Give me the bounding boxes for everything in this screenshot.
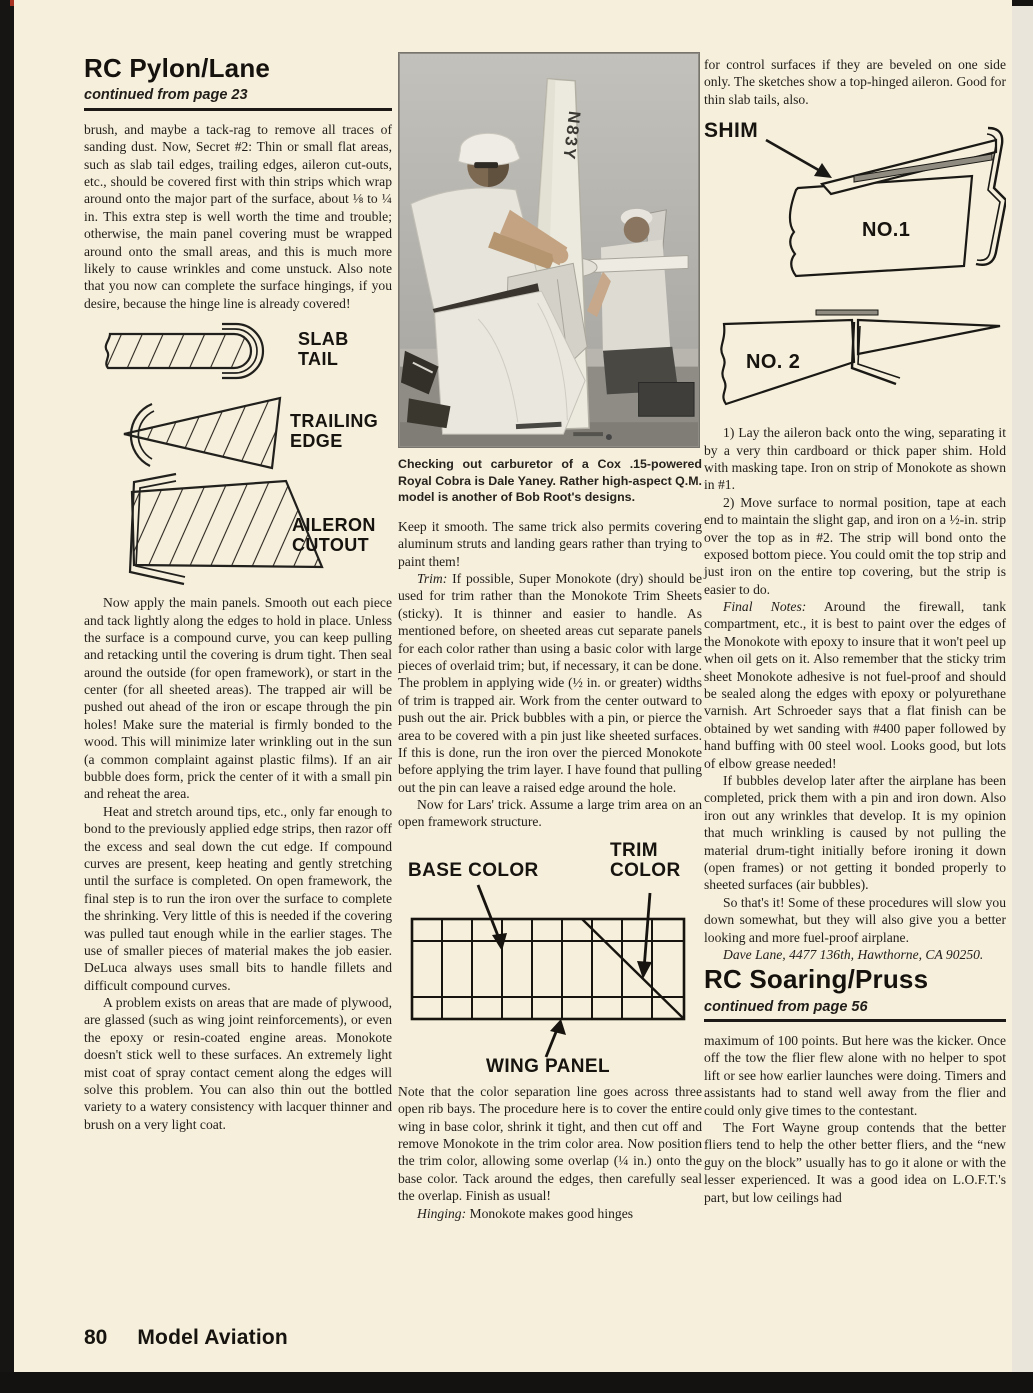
wing-registration-text: N83Y [559,110,585,163]
final-notes-lead: Final Notes: [723,599,807,615]
body-paragraph: Keep it smooth. The same trick also permits covering aluminum struts and landing gears rather than trying to paint them! [398,518,702,569]
trailing-edge-label: TRAILING EDGE [290,411,379,451]
right-column [704,0,1006,1206]
body-paragraph: The Fort Wayne group contends that the better fliers tend to help the other better fliers, and the “new guy on the block” usually has to go it alone or with the lesser experienced. It was a good idea on L.O.F.T.'s part, but low ceilings had [704,1120,1006,1205]
trim-color-label: TRIM COLOR [610,839,681,882]
body-paragraph: Now apply the main panels. Smooth out each piece and tack lightly along the edges to hold in place. Unless the surface is a compound curve, you can keep pulling and retacking until the covering is drum tight. Then seal around the outside (for open framework), or start in the center (for all sheeted areas). The trapped air will be pushed out ahead of the iron or escape through the pin holes! Make sure the material is firmly bonded to the wood. This will minimize later wrinkling out in the sun (a common complaint against plastic films). If an air bubble does form, prick the center of it with a small pin and reheat the area. [84,595,392,802]
page-footer [84,1326,288,1350]
page-edge-right [1012,6,1033,1372]
page-number: 80 [84,1326,108,1349]
body-paragraph: So that's it! Some of these procedures will slow you down somewhat, but they will also give you a better looking and more fuel-proof airplane. [704,894,1006,945]
body-paragraph: If bubbles develop later after the airplane has been completed, prick them with a pin and iron down. Also iron out any wrinkles that develop. It is my opinion that much wrinkling is caused by not pulling the material drum-tight initially before ironing it down (open frames) or not getting it bonded properly to sheeted surfaces (air bubbles). [704,772,1006,893]
slab-tail-label: SLAB TAIL [298,329,349,369]
trailing-edge-drawing [124,398,280,468]
wing-panel-diagram [398,841,702,1079]
author-address: Dave Lane, 4477 136th, Hawthorne, CA 90250. [723,946,984,962]
final-notes-rest: Around the firewall, tank compartment, etc., it is best to paint over the edges of the Monokote with epoxy to insure that it won't peel up when oil gets on it. Also remember that the sticky trim sheet Monokote adhesive is not fuel-proof and should be sealed along the edges with epoxy or polyurethane varnish. Art Schroeder says that a flat finish can be obtained by wet sanding with #400 paper followed by hand buffing with 00 steel wool. Looks good, but lots of elbow grease needed! [704,599,1007,771]
no1-label: NO.1 [862,219,911,242]
heading-rule [704,1019,1006,1022]
step-paragraph: 1) Lay the aileron back onto the wing, separating it by a very thin cardboard or thick paper shim. Hold with masking tape. Iron on strip of Monokote as shown in #1. [704,425,1006,493]
step-paragraph: 2) Move surface to normal position, tape at each end to maintain the slight gap, and iron on a ½-in. strip over the top as in #2. The strip will bond onto the exposed bottom piece. You could omit the top strip and just iron on the entire top covering, but the strip is easier to do. [704,494,1006,597]
body-paragraph: A problem exists on areas that are made of plywood, are glassed (such as wing joint reinforcements), or even the epoxy or resin-coated engine areas. Monokote doesn't stick well to these surfaces. An extremely light mist coat of spray contact cement along the edges will solve this problem. You can also thin out the bottled variety to a watery consistency with lacquer thinner and brush on a very light coat. [84,995,392,1132]
shim-label: SHIM [704,119,759,143]
hinging-paragraph [398,1205,702,1222]
heading-rule [84,108,392,111]
left-column [84,0,392,1133]
base-color-label: BASE COLOR [408,859,539,881]
final-notes-paragraph [704,598,1006,772]
magazine-title: Model Aviation [137,1326,288,1349]
hinging-lead: Hinging: [417,1205,467,1221]
slab-tail-drawing [106,324,263,378]
photo-caption: Checking out carburetor of a Cox .15-powered Royal Cobra is Dale Yaney. Rather high-aspect Q.M. model is another of Bob Root's designs. [398,457,702,505]
body-paragraph: Note that the color separation line goes across three open rib bays. The procedure here is to cover the entire wing in base color, shrink it tight, and then cut off and remove Monokote in the trim color area. Now position the trim color, allowing some overlap (¼ in.) onto the base color. Tack around the edges, then carefully seal the overlap. Finish as usual! [398,1083,702,1204]
trim-rest: If possible, Super Monokote (dry) should be used for trim rather than the Monokote Trim Sheets (sticky). It is thinner and easier to handle. As mentioned before, on sheeted areas cut separate panels for each color rather than using a basic color with large pieces of overlaid trim; but, if necessary, it can be done. The problem in applying wide (½ in. or greater) widths of trim is trapped air. Work from the center outward to push out the air. Prick bubbles with a pin, or pierce the area to be covered with a pin just like sheeted surfaces. If this is done, run the iron over the pierced Monokote before applying the trim layer. I have found that pulling out the pin can leave a raised edge around the hole. [398,571,702,795]
trim-paragraph [398,570,702,796]
page-gutter-left [0,0,14,1393]
body-paragraph: for control surfaces if they are beveled on one side only. The sketches show a top-hinged aileron. Good for thin slab tails, also. [704,57,1006,107]
continued-from-line: continued from page 56 [704,998,868,1015]
middle-column [398,0,702,1222]
body-paragraph: Now for Lars' trick. Assume a large trim area on an open framework structure. [398,797,702,830]
body-paragraph: brush, and maybe a tack-rag to remove all traces of sanding dust. Now, Secret #2: Thin or small flat areas, such as slab tail edges, trailing edges, aileron cut-outs, etc., should be covered first with thin strips which wrap around onto the major part of the surface, about ⅛ to ¼ in. This extra step is well worth the time and trouble; otherwise, the main panel covering must be wrapped around onto the small areas, and this is much more likely to cause wrinkles and come unstuck. Also note that you now can complete the surface hingings, if you desire, because the hinge line is already covered! [84,121,392,311]
body-paragraph: Heat and stretch around tips, etc., only far enough to bond to the previously applied edge strips, then razor off the excess and seal down the cut edge. If compound curves are present, keep heating and gently stretching until the surface is completed. On open framework, the final step is to run the iron over the surface to complete the shrinking. Very little of this is needed if the covering was pulled taut enough while in the earlier stages. The use of smaller pieces of material makes the job easier. DeLuca always uses small bits to handle fillets and difficult compound curves. [84,803,392,993]
no2-label: NO. 2 [746,351,801,374]
trim-lead: Trim: [417,571,448,586]
wing-panel-label: WING PANEL [486,1055,610,1077]
photo-pylon-pit [398,52,700,448]
photo-illustration [399,53,699,447]
shim-hinge-diagram [704,114,1006,416]
hinging-rest: Monokote makes good hinges [469,1205,634,1221]
aileron-cutout-label: AILERON CUTOUT [292,515,376,555]
magazine-page [14,0,1012,1372]
hinge-sketch-no1 [766,128,1006,276]
section-heading-rc-soaring: RC Soaring/Pruss [704,964,929,995]
section-heading-rc-pylon: RC Pylon/Lane [84,53,271,83]
continued-from-line: continued from page 23 [84,87,248,104]
page-gutter-bottom [0,1372,1033,1393]
covering-strips-diagram [84,320,392,588]
body-paragraph: maximum of 100 points. But here was the kicker. Once off the tow the flier flew alone with no helper to spot lift or see how earlier launches were doing. Timers and assistants had to stand well away from the flier and could only give times to the contestant. [704,1033,1006,1118]
